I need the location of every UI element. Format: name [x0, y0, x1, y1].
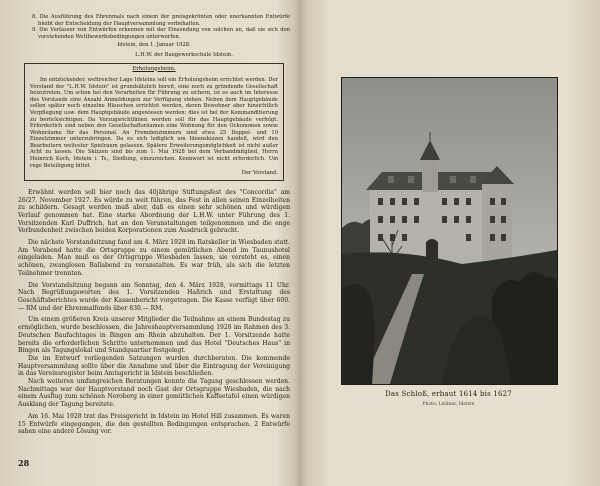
- page-number: 28: [18, 458, 30, 468]
- paragraph: Nach weiteren umfangreichen Beratungen konnte die Tagung geschlossen werden. Nachmittags war der Hauptvorstand noch Gast der Ortsgruppe Wiesbaden, die nach einem Ausflug zum schönen Neroberg in einer gemütlichen Kaffeetafel einen würdigen Ausklang der Tagung bereitete.: [18, 378, 290, 409]
- announcement-box: [24, 63, 284, 181]
- list-item: 9. Die Verfasser von Entwürfen erkennen mit der Einsendung von solchen an, daß sie sich den vorstehenden Wettbewerbsbedingungen unterwerfen.: [32, 27, 290, 40]
- paragraph: Um einem größeren Kreis unserer Mitglieder die Teilnahme an einem Bundestag zu ermöglichen, wurde beschlossen, die Jahreshauptversammlung 1928 im Rahmen des 3. Deutschen Baufachtages in Bingen am Rhein abzuhalten. Der 1. Vorsitzende hatte bereits die erforderlichen Schritte unternommen und das Hotel "Deutsches Haus" in Bingen als Tagungslokal und Standquartier festgelegt.: [18, 316, 290, 355]
- paragraph: Die nächste Vorstandsitzung fand am 4. März 1928 im Ratskeller in Wiesbaden statt. Am Vorabend hatte die Ortsgruppe zu einem gemütlichen Abend im Taunushotel eingeladen. Man muß es der Ortsgruppe Wiesbaden lassen, sie versteht es, einen schönen, zwanglosen Ballabend zu veranstalten. Es war früh, als sich die letzten Teilnehmer trennten.: [18, 239, 290, 277]
- paragraph: Die Vorstandsitzung begann am Sonntag, den 4. März 1928, vormittags 11 Uhr. Nach Begrüßungsworten des 1. Vorsitzenden Haßrich und Erstattung des Geschäftsberichtes wurde der Kassenbericht vorgetragen. Die Kasse verfügt über 600.— RM und der Ehrenmalfonds über 830.— RM.: [18, 281, 290, 312]
- paragraph: Erwähnt werden soll hier noch das 40jährige Stiftungsfest des "Concordia" am 26/27. November 1927. Es würde zu weit führen, das Fest in allen seinen Einzelheiten zu schildern. Gesagt werden muß aber, daß es einen sehr schönen und würdigen Verlauf genommen hat. Eine starke Abordnung der L.H.W. unter Führung des 1. Vorsitzenden Karl Duffrich, hat an den Veranstaltungen teilgenommen und die enge Verbundenheit zwischen beiden Korporationen zum Ausdruck gebracht.: [18, 188, 290, 235]
- paragraph: Die im Entwurf vorliegenden Satzungen wurden durchberaten. Die kommende Hauptversammlung sollte über die Annahme und über die Eintragung der Vereinigung in das Vereinsregister beim Amtsgericht in Idstein beschließen.: [18, 354, 290, 378]
- left-page: [18, 14, 290, 476]
- announcement-text: Im entzückender, weltreicher Lage Idsteins soll ein Erholungsheim errichtet werden. Der Vorstand der "L.H.W. Idstein" ist grundsätzlich bereit, eine noch zu gründende Gesellschaft beizutreten. Um schon bei den Verarbeiten für Führung zu sichern, ist es auch im Interesse des Vorstands eine Anzahl Anmeldungen zur Verfügung stehen. Neben dem Hauptgebäude sollen später noch einzelne Häuschen errichtet werden, deren Bewohner aber hinsichtlich Verpflegung usw. dem Hauptgebäude angewiesen werden; dies ist bei der Kommanditierung zu berücksichtigen. Da Vorzugsrichtlinien werden soll für das Hauptgebäude verfolgt. Erforderlich sind neben den Gesellschaftsräumen eine Wohnung für den Ockonomen sowie Wohnräume für das Personal. An Fremdenzimmern sind etwa 25 Doppel- und 10 Einzelzimmer unterzubringen. Da es sich lediglich um Ideenskizzen handelt, wird den Bearbeitern weitester Spielraum gelassen. Spätere Erweiterungsmöglichkeit ist nicht außer Acht zu lassen. Die Skizzen sind bis zum 1. Mai 1928 bei dem Verbandmitglied, Herrn Heinrich Koch, Idstein i. Ts., Siedlung, einzureichen. Kennwort ist nicht erforderlich. Um rege Beteiligung bittet: [30, 76, 278, 169]
- announcement-signature: Der Vorstand.: [241, 170, 278, 177]
- photo-caption: Das Schloß, erbaut 1614 bis 1627: [385, 390, 512, 398]
- announcement-heading: Erholungsheim.: [132, 65, 176, 72]
- photo-credit: Photo: Leidner, Idstein: [422, 402, 475, 407]
- signature: L.H.W. der Baugewerkschule Idstein.: [135, 51, 233, 58]
- paragraph: Am 16. Mai 1928 trat das Preisgericht in Idstein im Hotel Hill zusammen. Es waren 15 Entwürfe eingegangen, die den gestellten Bedingungen entsprachen. 2 Entwürfe sahen eine andere Lösung vor.: [18, 412, 290, 436]
- castle-photo: [341, 77, 558, 385]
- list-item: 8. Die Ausführung des Ehrenmals nach einem der preisgekrönten oder unerkannten Entwürfe bleibt der Entscheidung der Hauptversammlung vorbehalten.: [32, 14, 290, 27]
- place-date: Idstein, den 1. Januar 1928.: [117, 42, 191, 49]
- right-page: [305, 14, 590, 476]
